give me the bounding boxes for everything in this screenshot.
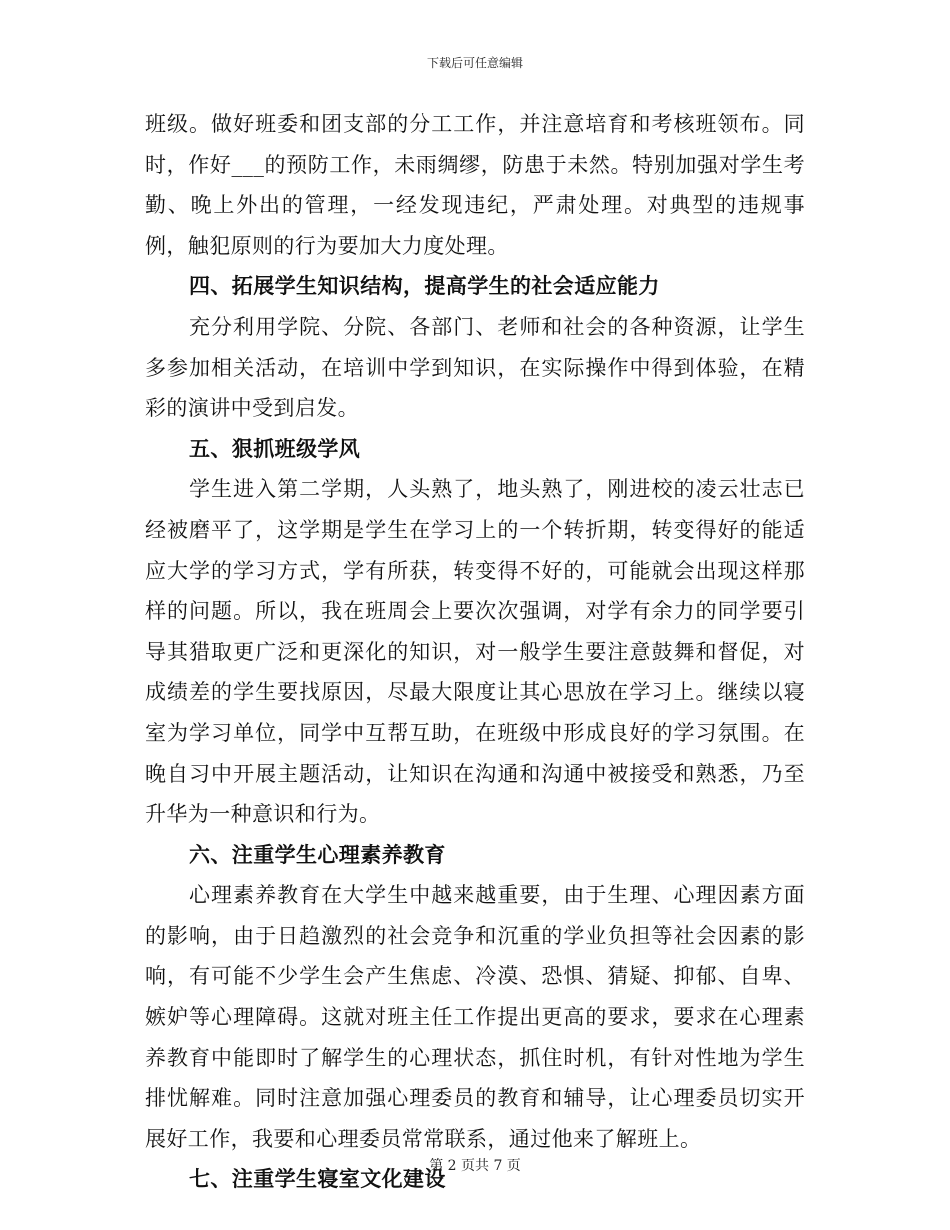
section-heading-7: 七、注重学生寝室文化建设 xyxy=(189,1167,446,1192)
paragraph-study-style: 学生进入第二学期，人头熟了，地头熟了，刚进校的凌云壮志已经被磨平了，这学期是学生在学习上的一个转折期，转变得好的能适应大学的学习方式，学有所获，转变得不好的，可能就会出现这样那样的问题。所以，我在班周会上要次次强调，对学有余力的同学要引导其猎取更广泛和更深化的知识，对一般学生要注意鼓舞和督促，对成绩差的学生要找原因，尽最大限度让其心思放在学习上。继续以寝室为学习单位，同学中互帮互助，在班级中形成良好的学习氛围。在晚自习中开展主题活动，让知识在沟通和沟通中被接受和熟悉，乃至升华为一种意识和行为。 xyxy=(145,477,805,827)
paragraph-class-management: 班级。做好班委和团支部的分工工作，并注意培育和考核班领布。同时，作好___的预防工作，未雨绸缪，防患于未然。特别加强对学生考勤、晚上外出的管理，一经发现违纪，严肃处理。对典型的违规事例，触犯原则的行为要加大力度处理。 xyxy=(145,112,805,258)
document-body xyxy=(145,104,805,1200)
page-number-footer: 第 2 页共 7 页 xyxy=(429,1158,521,1174)
paragraph-knowledge-structure: 充分利用学院、分院、各部门、老师和社会的各种资源，让学生多参加相关活动，在培训中学到知识，在实际操作中得到体验，在精彩的演讲中受到启发。 xyxy=(145,314,805,421)
section-heading-6: 六、注重学生心理素养教育 xyxy=(189,842,446,867)
page-header: 下载后可任意编辑 xyxy=(426,56,523,70)
section-heading-4: 四、拓展学生知识结构，提高学生的社会适应能力 xyxy=(189,274,660,299)
paragraph-psychology-education: 心理素养教育在大学生中越来越重要，由于生理、心理因素方面的影响，由于日趋激烈的社会竞争和沉重的学业负担等社会因素的影响，有可能不少学生会产生焦虑、冷漠、恐惧、猜疑、抑郁、自卑、嫉妒等心理障碍。这就对班主任工作提出更高的要求，要求在心理素养教育中能即时了解学生的心理状态，抓住时机，有针对性地为学生排忧解难。同时注意加强心理委员的教育和辅导，让心理委员切实开展好工作，我要和心理委员常常联系，通过他来了解班上。 xyxy=(145,883,805,1151)
section-heading-5: 五、狠抓班级学风 xyxy=(189,436,361,461)
